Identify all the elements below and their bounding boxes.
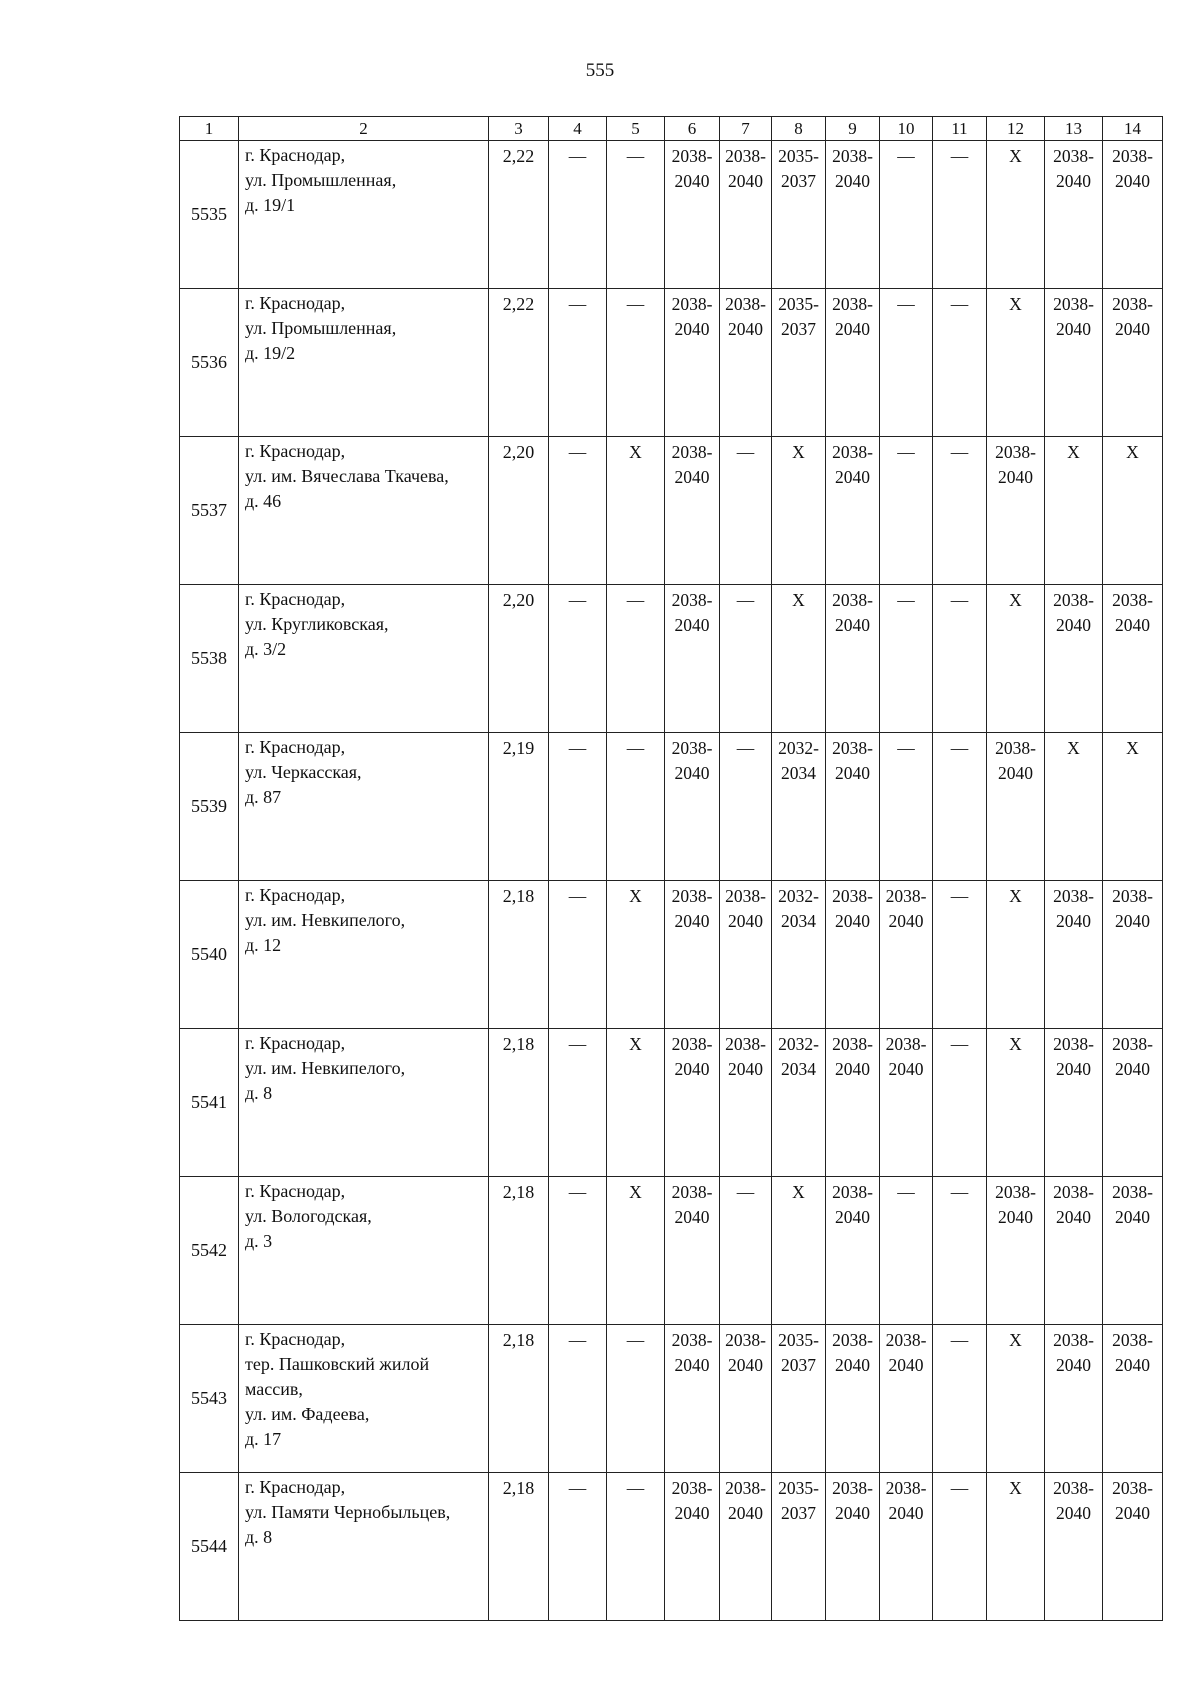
value-cell-col10: — bbox=[880, 289, 933, 437]
address-line: г. Краснодар, bbox=[245, 737, 346, 757]
value-cell-col8: 2035- 2037 bbox=[772, 289, 826, 437]
value-cell-col9: 2038- 2040 bbox=[826, 1473, 880, 1621]
address-line: ул. Промышленная, bbox=[245, 170, 397, 190]
value-cell-col9: 2038- 2040 bbox=[826, 289, 880, 437]
value-cell-col12: 2038- 2040 bbox=[987, 437, 1045, 585]
address-line: г. Краснодар, bbox=[245, 145, 346, 165]
row-number: 5544 bbox=[180, 1473, 239, 1621]
value-cell-col14: 2038- 2040 bbox=[1103, 289, 1163, 437]
value-cell-col10: — bbox=[880, 1177, 933, 1325]
value-cell-col9: 2038- 2040 bbox=[826, 1177, 880, 1325]
value-cell-col13: X bbox=[1045, 733, 1103, 881]
value-cell-col9: 2038- 2040 bbox=[826, 1325, 880, 1473]
table-row bbox=[180, 1177, 1163, 1325]
value-cell-col11: — bbox=[933, 141, 987, 289]
address-line: д. 46 bbox=[245, 491, 282, 511]
page-number: 555 bbox=[585, 60, 615, 81]
value-cell-col3: 2,18 bbox=[489, 1177, 549, 1325]
value-cell-col4: — bbox=[549, 1473, 607, 1621]
address-cell bbox=[239, 1177, 489, 1325]
address-line: д. 19/1 bbox=[245, 195, 296, 215]
value-cell-col5: — bbox=[607, 141, 665, 289]
address-cell bbox=[239, 289, 489, 437]
value-cell-col13: 2038- 2040 bbox=[1045, 141, 1103, 289]
address-line: г. Краснодар, bbox=[245, 1181, 346, 1201]
value-cell-col12: 2038- 2040 bbox=[987, 1177, 1045, 1325]
value-cell-col11: — bbox=[933, 1325, 987, 1473]
value-cell-col6: 2038- 2040 bbox=[665, 141, 720, 289]
value-cell-col13: 2038- 2040 bbox=[1045, 881, 1103, 1029]
value-cell-col5: X bbox=[607, 881, 665, 1029]
header-cell: 13 bbox=[1045, 117, 1103, 141]
address-cell bbox=[239, 881, 489, 1029]
row-number: 5537 bbox=[180, 437, 239, 585]
value-cell-col5: — bbox=[607, 1473, 665, 1621]
address-line: ул. им. Невкипелого, bbox=[245, 910, 406, 930]
value-cell-col14: 2038- 2040 bbox=[1103, 881, 1163, 1029]
value-cell-col5: — bbox=[607, 1325, 665, 1473]
value-cell-col12: X bbox=[987, 881, 1045, 1029]
value-cell-col4: — bbox=[549, 437, 607, 585]
address-line: д. 87 bbox=[245, 787, 282, 807]
header-row bbox=[180, 117, 1163, 141]
header-cell: 4 bbox=[549, 117, 607, 141]
value-cell-col14: X bbox=[1103, 437, 1163, 585]
value-cell-col7: 2038- 2040 bbox=[720, 289, 772, 437]
value-cell-col10: — bbox=[880, 585, 933, 733]
value-cell-col13: 2038- 2040 bbox=[1045, 1029, 1103, 1177]
value-cell-col10: — bbox=[880, 733, 933, 881]
value-cell-col7: 2038- 2040 bbox=[720, 141, 772, 289]
value-cell-col14: 2038- 2040 bbox=[1103, 141, 1163, 289]
value-cell-col10: 2038- 2040 bbox=[880, 1473, 933, 1621]
value-cell-col8: 2032- 2034 bbox=[772, 1029, 826, 1177]
value-cell-col5: X bbox=[607, 1029, 665, 1177]
value-cell-col5: — bbox=[607, 585, 665, 733]
value-cell-col7: 2038- 2040 bbox=[720, 1325, 772, 1473]
value-cell-col12: X bbox=[987, 1473, 1045, 1621]
table-row bbox=[180, 881, 1163, 1029]
value-cell-col7: — bbox=[720, 1177, 772, 1325]
address-line: г. Краснодар, bbox=[245, 441, 346, 461]
value-cell-col9: 2038- 2040 bbox=[826, 733, 880, 881]
value-cell-col8: X bbox=[772, 1177, 826, 1325]
value-cell-col14: 2038- 2040 bbox=[1103, 1177, 1163, 1325]
header-cell: 10 bbox=[880, 117, 933, 141]
value-cell-col9: 2038- 2040 bbox=[826, 437, 880, 585]
row-number: 5536 bbox=[180, 289, 239, 437]
address-cell bbox=[239, 1029, 489, 1177]
value-cell-col3: 2,19 bbox=[489, 733, 549, 881]
value-cell-col10: 2038- 2040 bbox=[880, 1325, 933, 1473]
value-cell-col3: 2,18 bbox=[489, 1473, 549, 1621]
value-cell-col14: 2038- 2040 bbox=[1103, 1325, 1163, 1473]
address-cell bbox=[239, 585, 489, 733]
table-row bbox=[180, 141, 1163, 289]
value-cell-col3: 2,18 bbox=[489, 1029, 549, 1177]
address-line: г. Краснодар, bbox=[245, 885, 346, 905]
address-line: д. 8 bbox=[245, 1527, 273, 1547]
value-cell-col11: — bbox=[933, 1177, 987, 1325]
header-cell: 5 bbox=[607, 117, 665, 141]
value-cell-col5: — bbox=[607, 289, 665, 437]
table-row bbox=[180, 1473, 1163, 1621]
value-cell-col9: 2038- 2040 bbox=[826, 141, 880, 289]
row-number: 5539 bbox=[180, 733, 239, 881]
value-cell-col9: 2038- 2040 bbox=[826, 585, 880, 733]
header-cell: 7 bbox=[720, 117, 772, 141]
header-cell: 1 bbox=[180, 117, 239, 141]
value-cell-col4: — bbox=[549, 733, 607, 881]
address-line: ул. Промышленная, bbox=[245, 318, 397, 338]
value-cell-col8: 2035- 2037 bbox=[772, 1325, 826, 1473]
value-cell-col8: 2032- 2034 bbox=[772, 733, 826, 881]
address-line: ул. Черкасская, bbox=[245, 762, 362, 782]
table-row bbox=[180, 437, 1163, 585]
value-cell-col3: 2,20 bbox=[489, 585, 549, 733]
value-cell-col14: 2038- 2040 bbox=[1103, 1473, 1163, 1621]
data-table bbox=[179, 116, 1163, 1621]
address-cell bbox=[239, 1473, 489, 1621]
value-cell-col4: — bbox=[549, 881, 607, 1029]
value-cell-col14: 2038- 2040 bbox=[1103, 585, 1163, 733]
value-cell-col5: — bbox=[607, 733, 665, 881]
value-cell-col7: 2038- 2040 bbox=[720, 1473, 772, 1621]
value-cell-col9: 2038- 2040 bbox=[826, 1029, 880, 1177]
value-cell-col12: 2038- 2040 bbox=[987, 733, 1045, 881]
value-cell-col7: — bbox=[720, 585, 772, 733]
table-row bbox=[180, 585, 1163, 733]
value-cell-col6: 2038- 2040 bbox=[665, 289, 720, 437]
value-cell-col14: 2038- 2040 bbox=[1103, 1029, 1163, 1177]
value-cell-col12: X bbox=[987, 1325, 1045, 1473]
value-cell-col11: — bbox=[933, 733, 987, 881]
value-cell-col6: 2038- 2040 bbox=[665, 1473, 720, 1621]
value-cell-col3: 2,22 bbox=[489, 289, 549, 437]
value-cell-col6: 2038- 2040 bbox=[665, 437, 720, 585]
header-cell: 14 bbox=[1103, 117, 1163, 141]
address-line: г. Краснодар, bbox=[245, 589, 346, 609]
address-line: тер. Пашковский жилой bbox=[245, 1354, 430, 1374]
value-cell-col6: 2038- 2040 bbox=[665, 1029, 720, 1177]
address-line: г. Краснодар, bbox=[245, 1477, 346, 1497]
row-number: 5538 bbox=[180, 585, 239, 733]
header-cell: 12 bbox=[987, 117, 1045, 141]
value-cell-col5: X bbox=[607, 1177, 665, 1325]
value-cell-col8: 2035- 2037 bbox=[772, 141, 826, 289]
address-cell bbox=[239, 1325, 489, 1473]
header-cell: 9 bbox=[826, 117, 880, 141]
value-cell-col5: X bbox=[607, 437, 665, 585]
value-cell-col11: — bbox=[933, 437, 987, 585]
value-cell-col4: — bbox=[549, 141, 607, 289]
value-cell-col4: — bbox=[549, 1177, 607, 1325]
value-cell-col7: 2038- 2040 bbox=[720, 1029, 772, 1177]
row-number: 5542 bbox=[180, 1177, 239, 1325]
value-cell-col4: — bbox=[549, 1325, 607, 1473]
header-cell: 6 bbox=[665, 117, 720, 141]
value-cell-col6: 2038- 2040 bbox=[665, 881, 720, 1029]
value-cell-col10: — bbox=[880, 141, 933, 289]
row-number: 5540 bbox=[180, 881, 239, 1029]
header-cell: 8 bbox=[772, 117, 826, 141]
value-cell-col12: X bbox=[987, 585, 1045, 733]
address-line: г. Краснодар, bbox=[245, 1033, 346, 1053]
value-cell-col11: — bbox=[933, 881, 987, 1029]
value-cell-col7: — bbox=[720, 733, 772, 881]
row-number: 5543 bbox=[180, 1325, 239, 1473]
value-cell-col4: — bbox=[549, 585, 607, 733]
address-line: д. 17 bbox=[245, 1429, 282, 1449]
value-cell-col12: X bbox=[987, 141, 1045, 289]
address-line: д. 3/2 bbox=[245, 639, 287, 659]
address-line: ул. им. Вячеслава Ткачева, bbox=[245, 466, 449, 486]
value-cell-col8: 2032- 2034 bbox=[772, 881, 826, 1029]
table-row bbox=[180, 1029, 1163, 1177]
value-cell-col6: 2038- 2040 bbox=[665, 1177, 720, 1325]
value-cell-col4: — bbox=[549, 1029, 607, 1177]
address-line: ул. Памяти Чернобыльцев, bbox=[245, 1502, 451, 1522]
value-cell-col13: 2038- 2040 bbox=[1045, 585, 1103, 733]
table-row bbox=[180, 1325, 1163, 1473]
value-cell-col8: 2035- 2037 bbox=[772, 1473, 826, 1621]
value-cell-col13: X bbox=[1045, 437, 1103, 585]
address-line: ул. им. Фадеева, bbox=[245, 1404, 370, 1424]
row-number: 5535 bbox=[180, 141, 239, 289]
header-cell: 2 bbox=[239, 117, 489, 141]
value-cell-col3: 2,20 bbox=[489, 437, 549, 585]
row-number: 5541 bbox=[180, 1029, 239, 1177]
value-cell-col3: 2,18 bbox=[489, 881, 549, 1029]
value-cell-col10: 2038- 2040 bbox=[880, 1029, 933, 1177]
value-cell-col6: 2038- 2040 bbox=[665, 1325, 720, 1473]
address-line: д. 12 bbox=[245, 935, 282, 955]
value-cell-col12: X bbox=[987, 289, 1045, 437]
header-cell: 3 bbox=[489, 117, 549, 141]
value-cell-col13: 2038- 2040 bbox=[1045, 289, 1103, 437]
value-cell-col7: — bbox=[720, 437, 772, 585]
address-line: д. 3 bbox=[245, 1231, 273, 1251]
address-line: ул. Вологодская, bbox=[245, 1206, 372, 1226]
value-cell-col3: 2,18 bbox=[489, 1325, 549, 1473]
value-cell-col8: X bbox=[772, 437, 826, 585]
value-cell-col13: 2038- 2040 bbox=[1045, 1325, 1103, 1473]
value-cell-col13: 2038- 2040 bbox=[1045, 1177, 1103, 1325]
value-cell-col6: 2038- 2040 bbox=[665, 585, 720, 733]
address-line: г. Краснодар, bbox=[245, 293, 346, 313]
value-cell-col6: 2038- 2040 bbox=[665, 733, 720, 881]
value-cell-col3: 2,22 bbox=[489, 141, 549, 289]
value-cell-col11: — bbox=[933, 585, 987, 733]
address-cell bbox=[239, 733, 489, 881]
value-cell-col9: 2038- 2040 bbox=[826, 881, 880, 1029]
table-row bbox=[180, 289, 1163, 437]
address-line: д. 19/2 bbox=[245, 343, 296, 363]
value-cell-col8: X bbox=[772, 585, 826, 733]
address-line: г. Краснодар, bbox=[245, 1329, 346, 1349]
value-cell-col7: 2038- 2040 bbox=[720, 881, 772, 1029]
address-line: массив, bbox=[245, 1379, 303, 1399]
value-cell-col14: X bbox=[1103, 733, 1163, 881]
value-cell-col10: — bbox=[880, 437, 933, 585]
address-cell bbox=[239, 141, 489, 289]
address-cell bbox=[239, 437, 489, 585]
value-cell-col10: 2038- 2040 bbox=[880, 881, 933, 1029]
value-cell-col11: — bbox=[933, 1473, 987, 1621]
address-line: д. 8 bbox=[245, 1083, 273, 1103]
header-cell: 11 bbox=[933, 117, 987, 141]
value-cell-col11: — bbox=[933, 289, 987, 437]
value-cell-col11: — bbox=[933, 1029, 987, 1177]
value-cell-col12: X bbox=[987, 1029, 1045, 1177]
value-cell-col4: — bbox=[549, 289, 607, 437]
value-cell-col13: 2038- 2040 bbox=[1045, 1473, 1103, 1621]
address-line: ул. Кругликовская, bbox=[245, 614, 389, 634]
table-row bbox=[180, 733, 1163, 881]
address-line: ул. им. Невкипелого, bbox=[245, 1058, 406, 1078]
